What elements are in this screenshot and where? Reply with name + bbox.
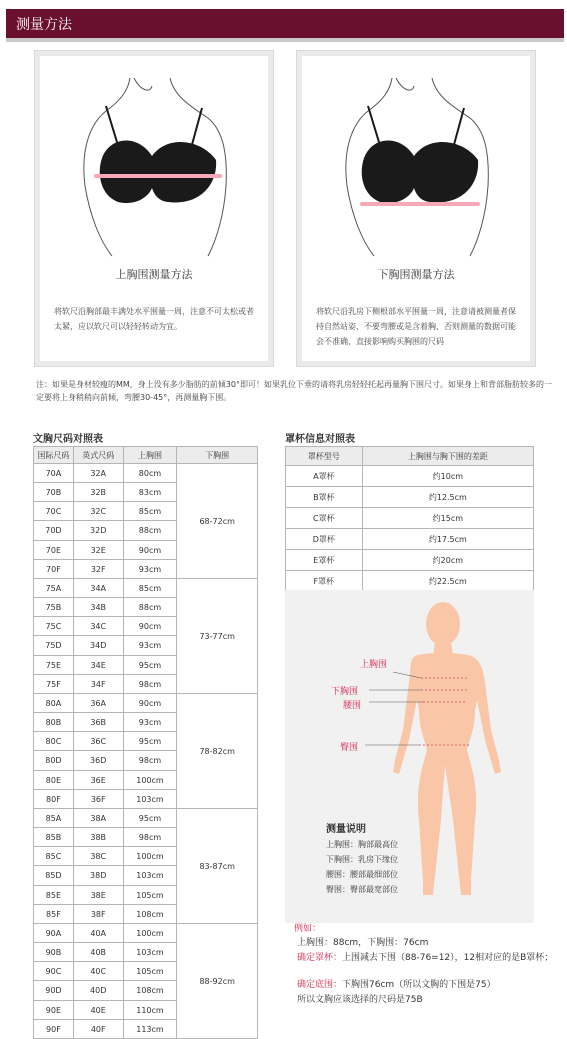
table-cell: 32B bbox=[73, 483, 123, 502]
table-cell: 103cm bbox=[123, 790, 177, 809]
cup-table-title: 罩杯信息对照表 bbox=[285, 434, 355, 445]
table-row bbox=[286, 466, 534, 487]
table-cell: 90cm bbox=[123, 541, 177, 560]
table-cell: 100cm bbox=[123, 924, 177, 943]
table-cell: 70C bbox=[34, 502, 74, 521]
table-row bbox=[34, 694, 258, 713]
table-row bbox=[34, 579, 258, 598]
table-cell: 93cm bbox=[123, 560, 177, 579]
table-cell: 85A bbox=[34, 809, 74, 828]
table-cell: 75E bbox=[34, 656, 74, 675]
table-cell: 32D bbox=[73, 521, 123, 541]
table-cell: 36B bbox=[73, 713, 123, 732]
table-cell: 110cm bbox=[123, 1001, 177, 1020]
table-cell: 85C bbox=[34, 847, 74, 866]
table-cell: 40F bbox=[73, 1020, 123, 1039]
table-header: 上胸围 bbox=[123, 447, 177, 464]
table-row bbox=[34, 809, 258, 828]
table-cell: 103cm bbox=[123, 866, 177, 886]
table-cell: 75B bbox=[34, 598, 74, 617]
example-cup-line bbox=[297, 952, 557, 965]
table-cell: 85D bbox=[34, 866, 74, 886]
table-cell: 98cm bbox=[123, 675, 177, 694]
table-row bbox=[286, 571, 534, 592]
table-cell: 93cm bbox=[123, 636, 177, 656]
table-row bbox=[34, 924, 258, 943]
table-cell: 75F bbox=[34, 675, 74, 694]
table-cell: D罩杯 bbox=[286, 529, 363, 550]
panel-title: 下胸围测量方法 bbox=[377, 268, 455, 281]
cup-table bbox=[285, 446, 534, 592]
table-cell: 32A bbox=[73, 464, 123, 483]
measurement-note: 注：如果是身材较瘦的MM，身上没有多少脂肪的前倾30°即可！如果乳位下垂的请将乳房轻轻托起再量胸下围尺寸。如果身上和背部脂肪较多的一定要将上身稍稍向前倾，弯腰30-45°，再测量胸下围。 bbox=[36, 380, 552, 402]
table-cell: 108cm bbox=[123, 981, 177, 1001]
table-cell: 40A bbox=[73, 924, 123, 943]
table-cell: 85B bbox=[34, 828, 74, 847]
size-table-title: 文胸尺码对照表 bbox=[33, 434, 103, 445]
table-cell: 88cm bbox=[123, 521, 177, 541]
table-cell: 34A bbox=[73, 579, 123, 598]
table-cell: 80C bbox=[34, 732, 74, 751]
under-bust-illustration bbox=[302, 56, 530, 261]
section-title: 测量方法 bbox=[16, 17, 72, 33]
panel-description: 将软尺沿胸部最丰满处水平围量一周，注意不可太松或者太紧，应以软尺可以轻轻转动为宜。 bbox=[54, 307, 254, 331]
table-cell: 40C bbox=[73, 962, 123, 981]
table-cell: E罩杯 bbox=[286, 550, 363, 571]
example-conclusion: 所以文胸应该选择的尺码是75B bbox=[297, 995, 423, 1005]
table-cell: 90B bbox=[34, 943, 74, 962]
table-cell: 40D bbox=[73, 981, 123, 1001]
table-cell: A罩杯 bbox=[286, 466, 363, 487]
table-cell: 36E bbox=[73, 771, 123, 790]
size-table bbox=[33, 446, 258, 1039]
upper-bust-panel bbox=[34, 50, 274, 367]
table-cell: 113cm bbox=[123, 1020, 177, 1039]
under-bust-range: 73-77cm bbox=[177, 579, 258, 694]
table-cell: C罩杯 bbox=[286, 508, 363, 529]
under-bust-range: 88-92cm bbox=[177, 924, 258, 1039]
table-cell: 98cm bbox=[123, 828, 177, 847]
table-cell: 80B bbox=[34, 713, 74, 732]
example-cup-label: 确定罩杯： bbox=[297, 953, 343, 963]
figure-label-hip: 臀围 bbox=[340, 743, 359, 753]
table-cell: 约17.5cm bbox=[362, 529, 533, 550]
table-cell: 70F bbox=[34, 560, 74, 579]
table-cell: 85F bbox=[34, 905, 74, 924]
table-cell: 70D bbox=[34, 521, 74, 541]
table-cell: 38D bbox=[73, 866, 123, 886]
table-cell: 38B bbox=[73, 828, 123, 847]
table-cell: 约22.5cm bbox=[362, 571, 533, 592]
figure-label-upper-bust: 上胸围 bbox=[360, 660, 388, 670]
body-silhouette bbox=[285, 590, 534, 923]
header-underline bbox=[6, 38, 564, 42]
example-line: 上胸围：88cm，下胸围：76cm bbox=[297, 938, 429, 948]
table-cell: 32F bbox=[73, 560, 123, 579]
table-cell: 105cm bbox=[123, 886, 177, 905]
table-cell: 32C bbox=[73, 502, 123, 521]
table-cell: 40E bbox=[73, 1001, 123, 1020]
table-cell: 70A bbox=[34, 464, 74, 483]
table-cell: 70E bbox=[34, 541, 74, 560]
table-cell: 95cm bbox=[123, 809, 177, 828]
table-header: 国际尺码 bbox=[34, 447, 74, 464]
table-cell: 95cm bbox=[123, 656, 177, 675]
section-header bbox=[6, 9, 564, 38]
table-cell: 90cm bbox=[123, 617, 177, 636]
table-cell: 100cm bbox=[123, 847, 177, 866]
table-cell: 85E bbox=[34, 886, 74, 905]
table-row bbox=[286, 550, 534, 571]
table-cell: 108cm bbox=[123, 905, 177, 924]
under-bust-range: 83-87cm bbox=[177, 809, 258, 924]
table-cell: 约10cm bbox=[362, 466, 533, 487]
figure-label-under-bust: 下胸围 bbox=[331, 687, 359, 697]
table-cell: 80F bbox=[34, 790, 74, 809]
table-cell: 36A bbox=[73, 694, 123, 713]
under-bust-range: 68-72cm bbox=[177, 464, 258, 579]
table-cell: 34D bbox=[73, 636, 123, 656]
figure-label-waist: 腰围 bbox=[343, 701, 362, 711]
under-bust-range: 78-82cm bbox=[177, 694, 258, 809]
example-band-text: 下胸围76cm（所以文胸的下围是75） bbox=[342, 980, 496, 990]
table-cell: 约20cm bbox=[362, 550, 533, 571]
table-cell: 75A bbox=[34, 579, 74, 598]
table-cell: 34F bbox=[73, 675, 123, 694]
table-header: 英式尺码 bbox=[73, 447, 123, 464]
table-cell: 约15cm bbox=[362, 508, 533, 529]
table-cell: 32E bbox=[73, 541, 123, 560]
table-cell: 70B bbox=[34, 483, 74, 502]
panel-description: 将软尺沿乳房下侧根部水平围量一周，注意请被测量者保持自然站姿，不要弯腰或是含着胸，否则测量的数据可能会不准确，直接影响购买胸围的尺码 bbox=[316, 307, 516, 346]
table-cell: 88cm bbox=[123, 598, 177, 617]
table-header: 上胸围与胸下围的差距 bbox=[362, 447, 533, 466]
legend-item: 腰围：腰部最细部位 bbox=[326, 870, 398, 879]
example-band-line bbox=[297, 979, 557, 992]
table-cell: 103cm bbox=[123, 943, 177, 962]
table-cell: 90D bbox=[34, 981, 74, 1001]
table-cell: 80cm bbox=[123, 464, 177, 483]
table-cell: 34B bbox=[73, 598, 123, 617]
table-cell: 36C bbox=[73, 732, 123, 751]
table-cell: 38E bbox=[73, 886, 123, 905]
table-cell: 80D bbox=[34, 751, 74, 771]
table-cell: 95cm bbox=[123, 732, 177, 751]
table-cell: F罩杯 bbox=[286, 571, 363, 592]
table-header: 罩杯型号 bbox=[286, 447, 363, 466]
table-cell: 85cm bbox=[123, 502, 177, 521]
body-figure-panel bbox=[285, 590, 534, 923]
table-cell: 90cm bbox=[123, 694, 177, 713]
table-cell: 34C bbox=[73, 617, 123, 636]
table-cell: 83cm bbox=[123, 483, 177, 502]
legend-title: 测量说明 bbox=[326, 824, 366, 835]
table-row bbox=[34, 464, 258, 483]
table-cell: 38F bbox=[73, 905, 123, 924]
table-row bbox=[286, 487, 534, 508]
table-cell: 75D bbox=[34, 636, 74, 656]
table-cell: 90A bbox=[34, 924, 74, 943]
table-cell: 93cm bbox=[123, 713, 177, 732]
table-cell: 38A bbox=[73, 809, 123, 828]
table-cell: 105cm bbox=[123, 962, 177, 981]
table-cell: 约12.5cm bbox=[362, 487, 533, 508]
table-cell: 80E bbox=[34, 771, 74, 790]
table-cell: B罩杯 bbox=[286, 487, 363, 508]
table-cell: 36F bbox=[73, 790, 123, 809]
table-cell: 98cm bbox=[123, 751, 177, 771]
table-cell: 34E bbox=[73, 656, 123, 675]
example-cup-text: 上围减去下围（88-76=12），12相对应的是B罩杯； bbox=[342, 953, 554, 963]
table-cell: 85cm bbox=[123, 579, 177, 598]
table-cell: 38C bbox=[73, 847, 123, 866]
table-row bbox=[286, 529, 534, 550]
table-cell: 80A bbox=[34, 694, 74, 713]
upper-bust-illustration bbox=[40, 56, 268, 261]
panel-title: 上胸围测量方法 bbox=[115, 268, 193, 281]
table-cell: 90F bbox=[34, 1020, 74, 1039]
legend-item: 上胸围：胸部最高位 bbox=[326, 840, 398, 849]
example-band-label: 确定底围： bbox=[297, 980, 343, 990]
legend-item: 臀围：臀部最宽部位 bbox=[326, 885, 398, 894]
legend-item: 下胸围：乳房下缘位 bbox=[326, 855, 398, 864]
table-cell: 90C bbox=[34, 962, 74, 981]
under-bust-panel bbox=[296, 50, 536, 367]
table-row bbox=[286, 508, 534, 529]
table-header: 下胸围 bbox=[177, 447, 258, 464]
table-cell: 100cm bbox=[123, 771, 177, 790]
table-cell: 90E bbox=[34, 1001, 74, 1020]
table-cell: 75C bbox=[34, 617, 74, 636]
example-title: 例如： bbox=[294, 924, 322, 934]
table-cell: 36D bbox=[73, 751, 123, 771]
table-cell: 40B bbox=[73, 943, 123, 962]
